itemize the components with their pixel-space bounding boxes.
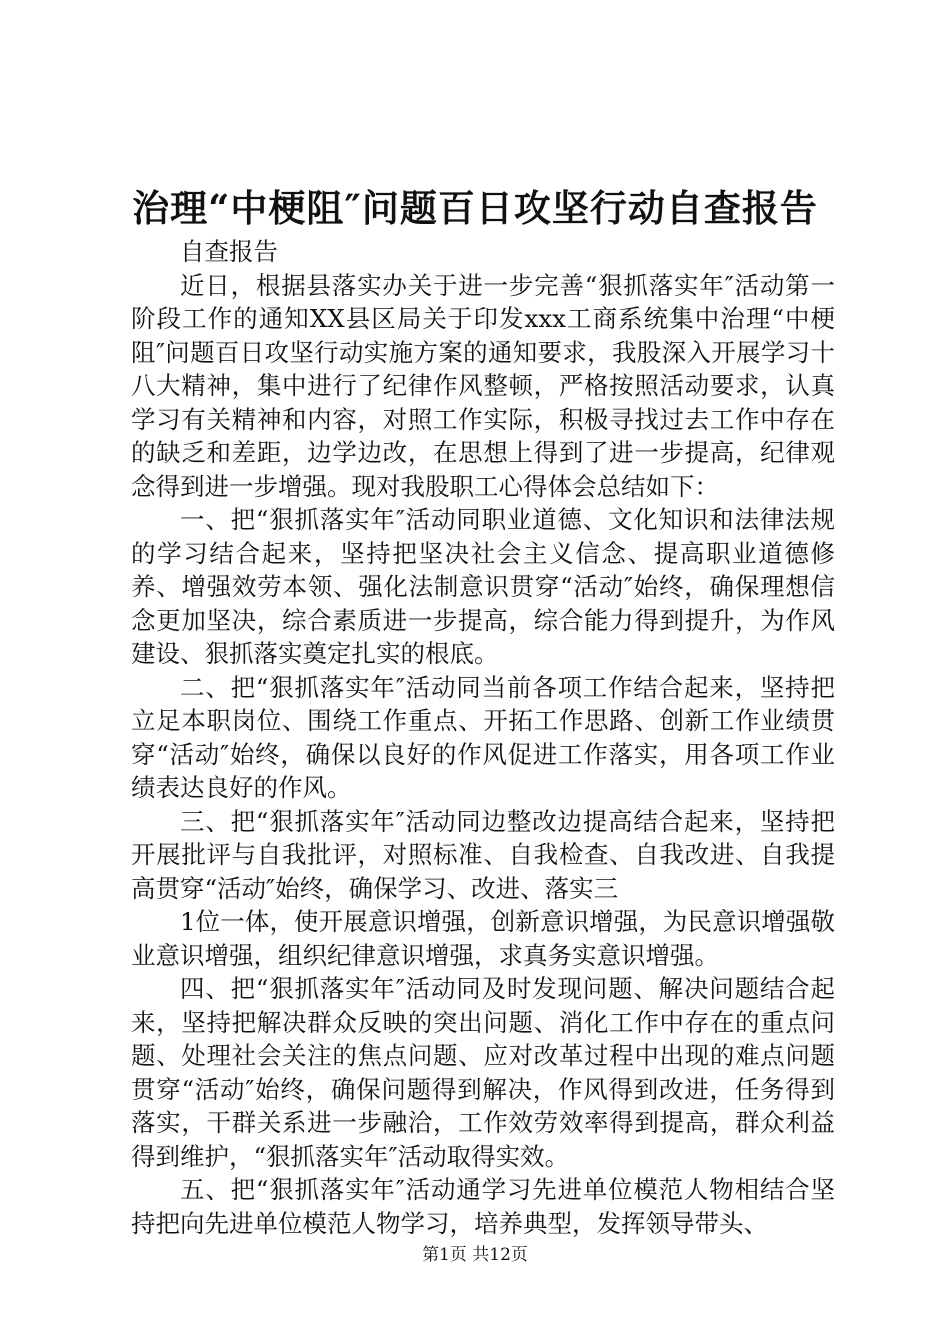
paragraph-point-1: 一、把“狠抓落实年″活动同职业道德、文化知识和法律法规的学习结合起来，坚持把坚决社会主义信念、提高职业道德修养、增强效劳本领、强化法制意识贯穿“活动″始终，确保理想信念更加坚决，综合素质进一步提高，综合能力得到提升，为作风建设、狠抓落实奠定扎实的根底。 [131,505,835,668]
document-body [131,235,835,1240]
paragraph-point-2: 二、把“狠抓落实年″活动同当前各项工作结合起来，坚持把立足本职岗位、围绕工作重点、开拓工作思路、创新工作业绩贯穿“活动″始终，确保以良好的作风促进工作落实，用各项工作业绩表达良好的作风。 [131,672,835,802]
paragraph-point-4: 四、把“狠抓落实年″活动同及时发现问题、解决问题结合起来，坚持把解决群众反映的突出问题、消化工作中存在的重点问题、处理社会关注的焦点问题、应对改革过程中出现的难点问题贯穿“活动″始终，确保问题得到解决，作风得到改进，任务得到落实，干群关系进一步融洽，工作效劳效率得到提高，群众利益得到维护，“狠抓落实年″活动取得实效。 [131,974,835,1171]
paragraph-point-3-continued: 1位一体，使开展意识增强，创新意识增强，为民意识增强敬业意识增强，组织纪律意识增强，求真务实意识增强。 [131,907,835,970]
paragraph-intro: 近日，根据县落实办关于进一步完善“狠抓落实年″活动第一阶段工作的通知XX县区局关于印发xxx工商系统集中治理“中梗阻″问题百日攻坚行动实施方案的通知要求，我股深入开展学习十八大精神，集中进行了纪律作风整顿，严格按照活动要求，认真学习有关精神和内容，对照工作实际，积极寻找过去工作中存在的缺乏和差距，边学边改，在思想上得到了进一步提高，纪律观念得到进一步增强。现对我股职工心得体会总结如下： [131,270,835,501]
paragraph-point-5: 五、把“狠抓落实年″活动通学习先进单位模范人物相结合坚持把向先进单位模范人物学习，培养典型，发挥领导带头、 [131,1175,835,1238]
paragraph-point-3: 三、把“狠抓落实年″活动同边整改边提高结合起来，坚持把开展批评与自我批评，对照标准、自我检查、自我改进、自我提高贯穿“活动″始终，确保学习、改进、落实三 [131,806,835,903]
paragraph-subtitle: 自查报告 [180,237,278,266]
document-title: 治理“中梗阻″问题百日攻坚行动自查报告 [132,186,818,230]
page-footer: 第1页 共12页 [422,1245,528,1265]
